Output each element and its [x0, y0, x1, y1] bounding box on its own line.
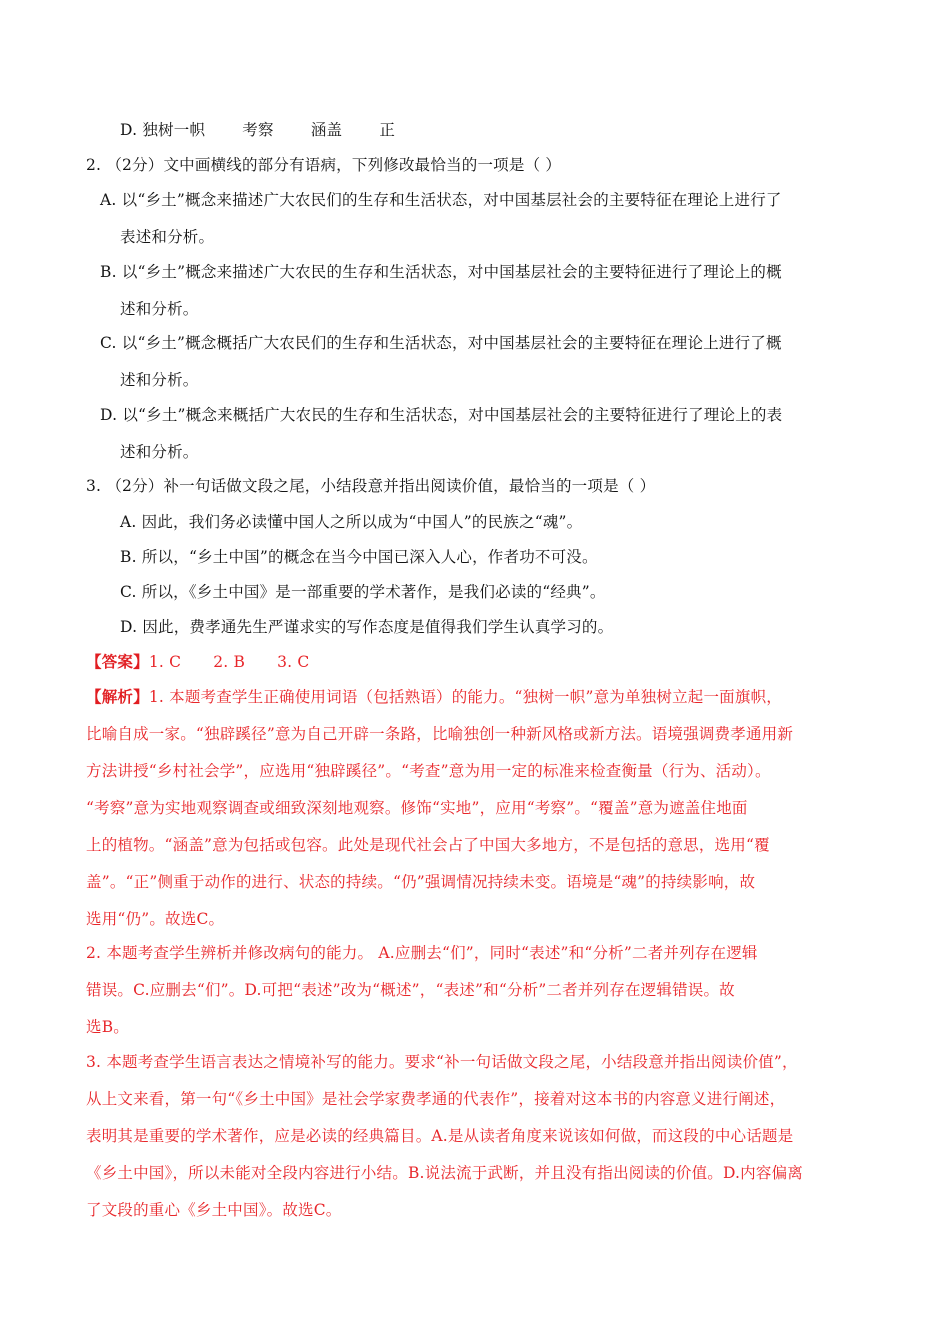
q2-option-b-line2: 述和分析。 — [120, 300, 199, 318]
analysis-p3-line: 3. 本题考查学生语言表达之情境补写的能力。要求“补一句话做文段之尾，小结段意并指出阅读价值”， — [86, 1053, 798, 1071]
analysis-p1-line: 方法讲授“乡村社会学”，应选用“独辟蹊径”。“考查”意为用一定的标准来检查衡量（行为、活动）。 — [86, 762, 771, 780]
analysis-p1-line: “考察”意为实地观察调查或细致深刻地观察。修饰“实地”，应用“考察”。“覆盖”意为遮盖住地面 — [86, 799, 748, 817]
analysis-p3-line: 了文段的重心《乡土中国》。故选C。 — [86, 1201, 342, 1219]
answer-item: 2. B — [213, 653, 246, 671]
q2-option-d-line1: D. 以“乡土”概念来概括广大农民的生存和生活状态，对中国基层社会的主要特征进行了理论上的表 — [100, 406, 783, 424]
analysis-p1-line: 上的植物。“涵盖”意为包括或包容。此处是现代社会占了中国大多地方，不是包括的意思，选用“覆 — [86, 836, 770, 854]
q2-option-c-line2: 述和分析。 — [120, 371, 199, 389]
analysis-text: 1. 本题考查学生正确使用词语（包括熟语）的能力。“独树一帜”意为单独树立起一面旗帜， — [148, 688, 782, 706]
analysis-p2-line: 错误。C.应删去“们”。D.可把“表述”改为“概述”，“表述”和“分析”二者并列存在逻辑错误。故 — [86, 981, 735, 999]
q3-stem: 3. （2分）补一句话做文段之尾，小结段意并指出阅读价值，最恰当的一项是（ ） — [86, 477, 656, 495]
q2-option-a-line2: 表述和分析。 — [120, 228, 215, 246]
answer-item: 3. C — [277, 653, 310, 671]
q2-stem: 2. （2分）文中画横线的部分有语病，下列修改最恰当的一项是（ ） — [86, 156, 562, 174]
option-word: 涵盖 — [310, 121, 343, 139]
analysis-p3-line: 从上文来看，第一句“《乡土中国》是社会学家费孝通的代表作”，接着对这本书的内容意义进行阐述， — [86, 1090, 786, 1108]
analysis-p2-line: 选B。 — [86, 1018, 129, 1036]
q2-option-c-line1: C. 以“乡土”概念概括广大农民们的生存和生活状态，对中国基层社会的主要特征在理论上进行了概 — [100, 334, 782, 352]
analysis-p1-line — [86, 685, 782, 707]
answer-label: 【答案】 — [86, 652, 149, 671]
q2-option-b-line1: B. 以“乡土”概念来描述广大农民的生存和生活状态，对中国基层社会的主要特征进行了理论上的概 — [100, 263, 782, 281]
q2-option-d-line2: 述和分析。 — [120, 443, 199, 461]
q2-option-a-line1: A. 以“乡土”概念来描述广大农民们的生存和生活状态，对中国基层社会的主要特征在理论上进行了 — [100, 191, 782, 209]
analysis-p1-line: 比喻自成一家。“独辟蹊径”意为自己开辟一条路，比喻独创一种新风格或新方法。语境强调费孝通用新 — [86, 725, 794, 743]
analysis-p1-line: 盖”。“正”侧重于动作的进行、状态的持续。“仍”强调情况持续未变。语境是“魂”的持续影响，故 — [86, 873, 756, 891]
analysis-p3-line: 表明其是重要的学术著作，应是必读的经典篇目。A.是从读者角度来说该如何做，而这段的中心话题是 — [86, 1127, 794, 1145]
q3-option-a: A. 因此，我们务必读懂中国人之所以成为“中国人”的民族之“魂”。 — [120, 513, 583, 531]
q3-option-c: C. 所以，《乡土中国》是一部重要的学术著作，是我们必读的“经典”。 — [120, 583, 606, 601]
q1-option-d — [120, 118, 395, 140]
option-label: D. — [120, 121, 138, 139]
option-word: 考察 — [242, 121, 274, 139]
analysis-label: 【解析】 — [86, 687, 149, 706]
q3-option-d: D. 因此，费孝通先生严谨求实的写作态度是值得我们学生认真学习的。 — [120, 618, 614, 636]
analysis-p1-line: 选用“仍”。故选C。 — [86, 910, 225, 928]
analysis-p2-line: 2. 本题考查学生辨析并修改病句的能力。 A.应删去“们”，同时“表述”和“分析”二者并列存在逻辑 — [86, 944, 758, 962]
analysis-p3-line: 《乡土中国》，所以未能对全段内容进行小结。B.说法流于武断，并且没有指出阅读的价值。D.内容偏离 — [86, 1164, 803, 1182]
q3-option-b: B. 所以，“乡土中国”的概念在当今中国已深入人心，作者功不可没。 — [120, 548, 598, 566]
answer-line — [86, 650, 310, 672]
option-word: 正 — [379, 121, 396, 139]
answer-item: 1. C — [148, 653, 182, 671]
option-word: 独树一帜 — [142, 121, 206, 139]
